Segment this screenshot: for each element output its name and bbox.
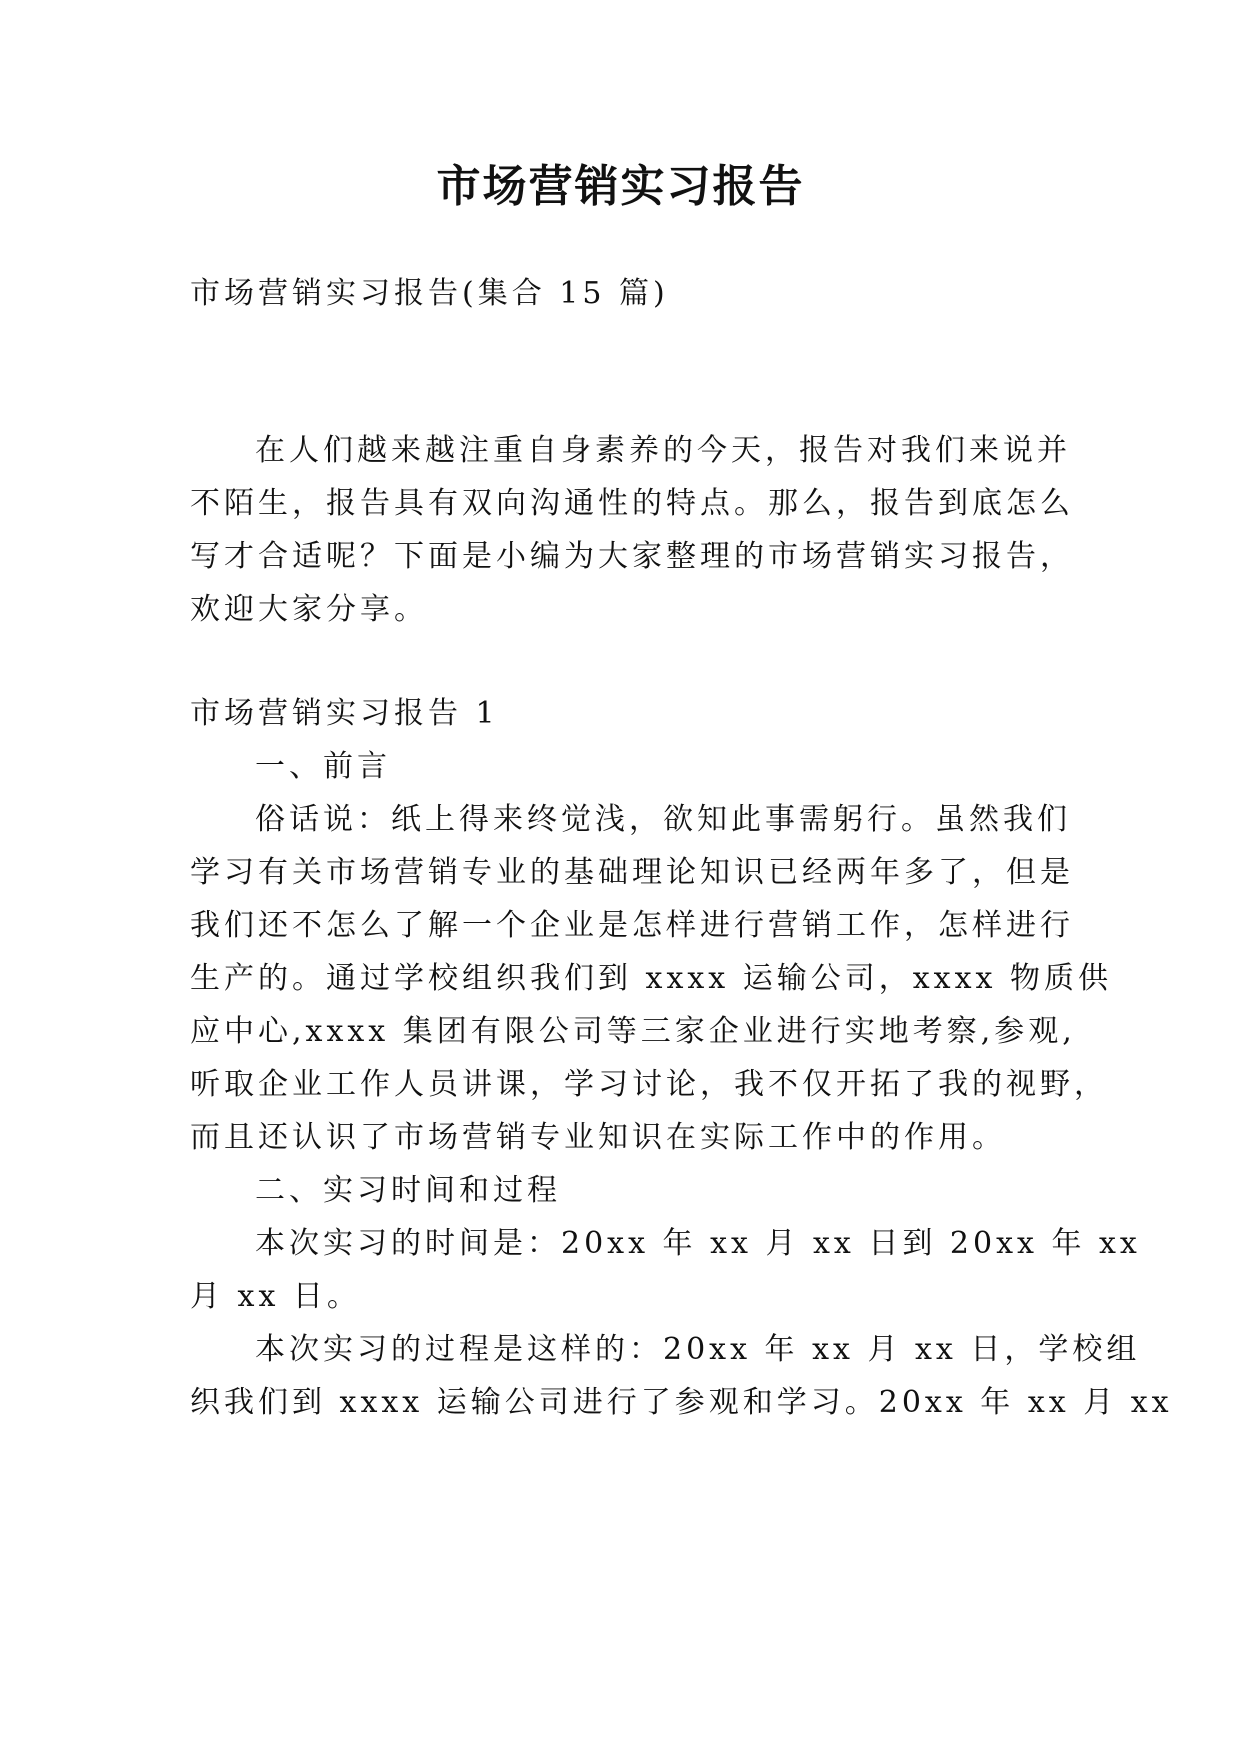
intro-line: 写才合适呢？下面是小编为大家整理的市场营销实习报告， [190, 539, 1074, 574]
paragraph-line: 生产的。通过学校组织我们到 xxxx 运输公司，xxxx 物质供 [190, 961, 1112, 996]
paragraph-line: 本次实习的过程是这样的：20xx 年 xx 月 xx 日，学校组 [255, 1332, 1141, 1367]
paragraph-line: 应中心,xxxx 集团有限公司等三家企业进行实地考察,参观, [190, 1014, 1076, 1049]
intro-line: 不陌生，报告具有双向沟通性的特点。那么，报告到底怎么 [190, 486, 1074, 521]
paragraph-line: 我们还不怎么了解一个企业是怎样进行营销工作，怎样进行 [190, 908, 1074, 943]
paragraph-line: 月 xx 日。 [190, 1279, 361, 1314]
paragraph-line: 听取企业工作人员讲课，学习讨论，我不仅开拓了我的视野， [190, 1067, 1108, 1102]
paragraph-line: 学习有关市场营销专业的基础理论知识已经两年多了，但是 [190, 855, 1074, 890]
section-heading: 市场营销实习报告 1 [190, 696, 499, 731]
paragraph-line: 而且还认识了市场营销专业知识在实际工作中的作用。 [190, 1120, 1006, 1155]
document-subtitle: 市场营销实习报告(集合 15 篇) [190, 276, 669, 311]
paragraph-line: 俗话说：纸上得来终觉浅，欲知此事需躬行。虽然我们 [255, 802, 1071, 837]
paragraph-line: 织我们到 xxxx 运输公司进行了参观和学习。20xx 年 xx 月 xx [190, 1385, 1173, 1420]
page-title: 市场营销实习报告 [436, 161, 805, 212]
paragraph-line: 本次实习的时间是：20xx 年 xx 月 xx 日到 20xx 年 xx [255, 1226, 1141, 1261]
heading-time-process: 二、实习时间和过程 [255, 1173, 561, 1208]
intro-line: 欢迎大家分享。 [190, 592, 428, 627]
intro-line: 在人们越来越注重自身素养的今天，报告对我们来说并 [255, 433, 1071, 468]
heading-preface: 一、前言 [255, 749, 391, 784]
